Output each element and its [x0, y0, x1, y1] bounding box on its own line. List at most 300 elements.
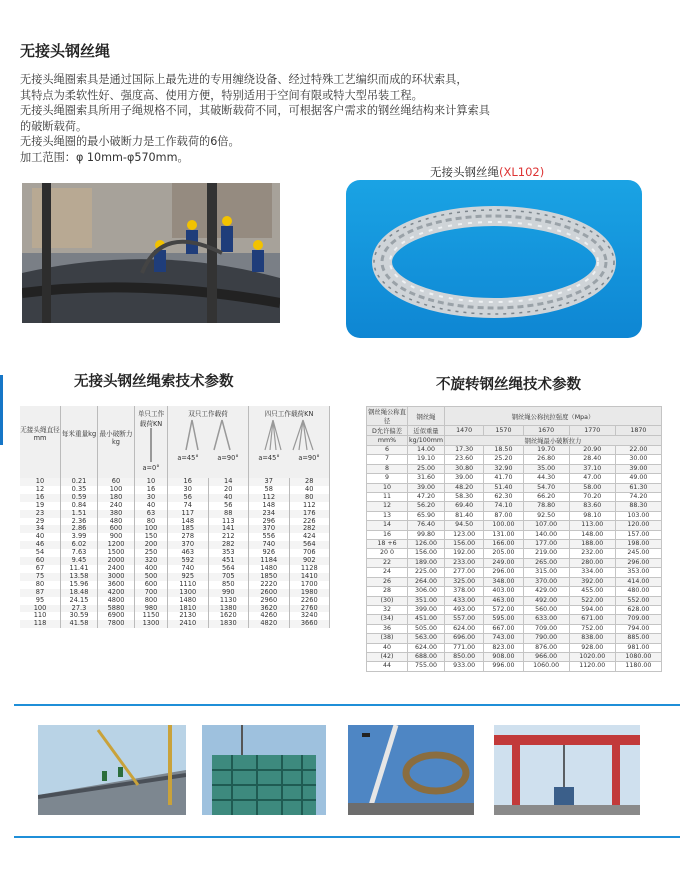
table-cell: 99.80 — [408, 530, 445, 539]
table-cell: 1130 — [208, 597, 249, 605]
table-cell: 39.00 — [445, 474, 484, 483]
table-cell: 353.00 — [615, 568, 661, 577]
table-cell: 47.00 — [569, 474, 615, 483]
steel-structure-photo — [202, 725, 326, 815]
table-cell: 850.00 — [445, 652, 484, 661]
table-cell: 117 — [168, 510, 209, 518]
table-row — [20, 620, 330, 628]
table-row — [367, 464, 662, 473]
table-cell: 113.00 — [569, 521, 615, 530]
table-cell: 22.00 — [615, 446, 661, 455]
table-cell: 10 — [20, 478, 61, 486]
table-cell: 560.00 — [523, 605, 569, 614]
table-cell: 95 — [20, 597, 61, 605]
table-cell: 743.00 — [484, 634, 523, 643]
table-cell: 60 — [98, 478, 135, 486]
product-caption — [430, 164, 544, 180]
table-cell: 87 — [20, 589, 61, 597]
table-cell: 463 — [168, 549, 209, 557]
table-cell: 110 — [20, 612, 61, 620]
table-cell: 198.00 — [615, 540, 661, 549]
workers-photo — [22, 183, 280, 323]
table-cell: 306.00 — [408, 587, 445, 596]
table-cell: 16 — [168, 478, 209, 486]
table-cell: 2600 — [249, 589, 290, 597]
t2-grade-1870: 1870 — [615, 426, 661, 436]
table-cell: 4820 — [249, 620, 290, 628]
table-cell: 176 — [289, 510, 330, 518]
table-cell: 600 — [98, 525, 135, 533]
table-row — [367, 643, 662, 652]
table-cell: 12 — [367, 502, 408, 511]
table-row — [367, 511, 662, 520]
table-cell: 325.00 — [445, 577, 484, 586]
side-accent-bar — [0, 375, 3, 445]
table-cell: 58.30 — [445, 493, 484, 502]
table-cell: 7 — [367, 455, 408, 464]
table-cell: 493.00 — [445, 605, 484, 614]
table-cell: 492.00 — [523, 596, 569, 605]
table-cell: 98.10 — [569, 511, 615, 520]
table-row — [20, 605, 330, 613]
table-cell: 3660 — [289, 620, 330, 628]
table-row — [367, 587, 662, 596]
table-cell: 123.00 — [445, 530, 484, 539]
table-cell: 1020.00 — [569, 652, 615, 661]
table-row — [367, 446, 662, 455]
table-cell: 249.00 — [484, 558, 523, 567]
table-cell: 54.70 — [523, 483, 569, 492]
table-cell: 51.40 — [484, 483, 523, 492]
table-cell: 1184 — [249, 557, 290, 565]
table-cell: 0.35 — [61, 486, 98, 494]
table-row — [367, 605, 662, 614]
table-cell: 80 — [20, 581, 61, 589]
table-cell: 92.50 — [523, 511, 569, 520]
table-cell: 9 — [367, 474, 408, 483]
table-cell: 0.84 — [61, 502, 98, 510]
table-cell: 39.00 — [615, 464, 661, 473]
table-row — [367, 596, 662, 605]
bridge-lift-photo — [38, 725, 186, 815]
table-cell: 1500 — [98, 549, 135, 557]
table-cell: 700 — [135, 589, 168, 597]
table-cell: 240 — [98, 502, 135, 510]
table-cell: 1850 — [249, 573, 290, 581]
table-row — [367, 558, 662, 567]
table-cell: 81.40 — [445, 511, 484, 520]
table-cell: 522.00 — [569, 596, 615, 605]
table-cell: 100 — [135, 525, 168, 533]
col-double-label: 双只工作载荷 — [188, 410, 228, 418]
intro-line: 的破断载荷。 — [20, 119, 88, 133]
t2-h-unit-kg: kg/100mm — [408, 437, 444, 444]
table-cell: 88.30 — [615, 502, 661, 511]
table-cell: 20 — [208, 486, 249, 494]
table-cell: 557.00 — [445, 615, 484, 624]
table-cell: 282 — [208, 541, 249, 549]
table-cell: 70.20 — [569, 493, 615, 502]
table-cell: 41.58 — [61, 620, 98, 628]
col-quad-label: 四只工作载荷KN — [264, 410, 314, 418]
table-cell: 752.00 — [569, 624, 615, 633]
table-cell: 424 — [289, 533, 330, 541]
col-single-label: 单只工作载荷KN — [137, 410, 165, 428]
table2-body — [367, 446, 662, 672]
table-cell: 30 — [135, 494, 168, 502]
table-cell: 709.00 — [615, 615, 661, 624]
table-cell: 1410 — [289, 573, 330, 581]
table-cell: (38) — [367, 634, 408, 643]
table-cell: 667.00 — [484, 624, 523, 633]
table-cell: 320 — [135, 557, 168, 565]
table-cell: 480 — [98, 518, 135, 526]
table-cell: 131.00 — [484, 530, 523, 539]
table-cell: 10 — [367, 483, 408, 492]
table-cell: 1110 — [168, 581, 209, 589]
table-cell: 480.00 — [615, 587, 661, 596]
table-cell: 838.00 — [569, 634, 615, 643]
table-cell: 19 — [20, 502, 61, 510]
table-cell: 1128 — [289, 565, 330, 573]
table-cell: 12 — [20, 486, 61, 494]
table-cell: 18.50 — [484, 446, 523, 455]
table-cell: 13.58 — [61, 573, 98, 581]
table-cell: 74.10 — [484, 502, 523, 511]
table-cell: 4200 — [98, 589, 135, 597]
table-row — [20, 533, 330, 541]
table-cell: 3.99 — [61, 533, 98, 541]
table-cell: 564 — [289, 541, 330, 549]
table-cell: 996.00 — [484, 662, 523, 671]
table-cell: 800 — [135, 597, 168, 605]
t2-h-approx: 近似重量 — [408, 426, 445, 436]
double-leg-icon — [178, 418, 238, 452]
table-cell: 28 — [367, 587, 408, 596]
table-row — [20, 502, 330, 510]
table-cell: 966.00 — [523, 652, 569, 661]
table-row — [20, 597, 330, 605]
table-cell: 5880 — [98, 605, 135, 613]
table-row — [20, 510, 330, 518]
t2-h-strength: 钢丝绳公称抗拉强度（Mpa） — [445, 407, 662, 426]
table-cell: 234 — [249, 510, 290, 518]
table-cell: 688.00 — [408, 652, 445, 661]
table-row — [367, 474, 662, 483]
table-cell: 107.00 — [523, 521, 569, 530]
table-cell: 29 — [20, 518, 61, 526]
table-cell: 219.00 — [523, 549, 569, 558]
table-cell: 40 — [20, 533, 61, 541]
col-diameter: 无接头绳直径mm — [20, 406, 61, 478]
table-cell: 351.00 — [408, 596, 445, 605]
table-cell: 87.00 — [484, 511, 523, 520]
table-cell: 926 — [249, 549, 290, 557]
table-cell: 794.00 — [615, 624, 661, 633]
table-cell: 2220 — [249, 581, 290, 589]
table-cell: 31.60 — [408, 474, 445, 483]
table-cell: 100 — [98, 486, 135, 494]
table-cell: 348.00 — [484, 577, 523, 586]
table-cell: 740 — [168, 565, 209, 573]
table-cell: 264.00 — [408, 577, 445, 586]
table-cell: 69.40 — [445, 502, 484, 511]
table-cell: 62.30 — [484, 493, 523, 502]
top-divider — [14, 704, 680, 706]
table-cell: 282 — [289, 525, 330, 533]
table-cell: 2000 — [98, 557, 135, 565]
table-cell: 2960 — [249, 597, 290, 605]
t2-h-min-break: 钢丝绳最小破断拉力 — [445, 436, 662, 446]
non-rotating-rope-table — [366, 406, 662, 672]
table-cell: 628.00 — [615, 605, 661, 614]
angle-45-label: a=45° — [258, 454, 280, 462]
table-cell: 378.00 — [445, 587, 484, 596]
table-cell: 233.00 — [445, 558, 484, 567]
table-cell: 250 — [135, 549, 168, 557]
table-cell: 928.00 — [569, 643, 615, 652]
table-cell: 7.63 — [61, 549, 98, 557]
intro-line: 加工范围：φ 10mm-φ570mm。 — [20, 150, 189, 164]
table-cell: 30.00 — [615, 455, 661, 464]
table-cell: 24.15 — [61, 597, 98, 605]
col-quad — [249, 406, 330, 478]
table-cell: 11 — [367, 493, 408, 502]
table-cell: 933.00 — [445, 662, 484, 671]
table-cell: 552.00 — [615, 596, 661, 605]
table-cell: 100 — [20, 605, 61, 613]
table-cell: 414.00 — [615, 577, 661, 586]
table-cell: 226 — [289, 518, 330, 526]
single-leg-icon — [144, 428, 158, 462]
table-cell: 148 — [249, 502, 290, 510]
table-cell: 296.00 — [615, 558, 661, 567]
t2-h-diameter: 钢丝绳公称直径 — [367, 407, 408, 426]
table-cell: 790.00 — [523, 634, 569, 643]
table-cell: 2.86 — [61, 525, 98, 533]
table-cell: 981.00 — [615, 643, 661, 652]
intro-line: 无接头绳圈索具所用子绳规格不同，其破断载荷不同，可根据客户需求的钢丝绳结构来计算索具 — [20, 104, 490, 118]
table-cell: 83.60 — [569, 502, 615, 511]
table-cell: 353 — [208, 549, 249, 557]
table-row — [20, 486, 330, 494]
table-cell: 63 — [135, 510, 168, 518]
table-row — [367, 549, 662, 558]
table-cell: 44 — [367, 662, 408, 671]
table-cell: 624.00 — [408, 643, 445, 652]
angle-0-label: a=0° — [142, 464, 160, 472]
angle-90-label: a=90° — [298, 454, 320, 462]
table-cell: 15.96 — [61, 581, 98, 589]
table-cell: 1480 — [168, 597, 209, 605]
table-cell: 25.00 — [408, 464, 445, 473]
table-cell: 58 — [249, 486, 290, 494]
table-cell: 23.60 — [445, 455, 484, 464]
table-cell: 16 — [20, 494, 61, 502]
table-cell: 885.00 — [615, 634, 661, 643]
table-cell: 41.70 — [484, 474, 523, 483]
table-cell: 26 — [367, 577, 408, 586]
table-cell: 37.10 — [569, 464, 615, 473]
table-row — [20, 549, 330, 557]
table-cell: 148.00 — [569, 530, 615, 539]
table-cell: 30.80 — [445, 464, 484, 473]
table-row — [20, 478, 330, 486]
table-cell: 40 — [367, 643, 408, 652]
table-cell: 925 — [168, 573, 209, 581]
table-cell: 3000 — [98, 573, 135, 581]
table-cell: 399.00 — [408, 605, 445, 614]
table-cell: 706 — [289, 549, 330, 557]
table-row — [367, 624, 662, 633]
table-cell: 35.00 — [523, 464, 569, 473]
table-cell: 185 — [168, 525, 209, 533]
table-cell: 6.02 — [61, 541, 98, 549]
table-cell: 24 — [367, 568, 408, 577]
table-cell: 80 — [135, 518, 168, 526]
table-cell: 370 — [168, 541, 209, 549]
table-cell: 232.00 — [569, 549, 615, 558]
t2-h-d-allow: D允许偏差 — [367, 426, 408, 436]
table-row — [367, 455, 662, 464]
endless-sling-spec-table — [20, 406, 330, 628]
table-cell: 112 — [289, 502, 330, 510]
col-weight: 每米重量kg — [61, 406, 98, 478]
table-cell: 56 — [168, 494, 209, 502]
table-cell: 755.00 — [408, 662, 445, 671]
table-cell: 14 — [367, 521, 408, 530]
table-cell: 103.00 — [615, 511, 661, 520]
table-cell: 18 +6 — [367, 540, 408, 549]
table-cell: 74 — [168, 502, 209, 510]
t2-h-unit-mm: mm% — [367, 436, 408, 446]
table-cell: 36 — [367, 624, 408, 633]
table-cell: 9.45 — [61, 557, 98, 565]
table-cell: (34) — [367, 615, 408, 624]
table-cell: 6 — [367, 446, 408, 455]
table-cell: 27.3 — [61, 605, 98, 613]
table-cell: 46 — [20, 541, 61, 549]
table-cell: 463.00 — [484, 596, 523, 605]
col-double — [168, 406, 249, 478]
table-cell: 370 — [249, 525, 290, 533]
table-cell: 500 — [135, 573, 168, 581]
table-cell: 56 — [208, 502, 249, 510]
table-cell: 2130 — [168, 612, 209, 620]
table-cell: 400 — [135, 565, 168, 573]
table-cell: 296.00 — [484, 568, 523, 577]
table-cell: 112 — [249, 494, 290, 502]
table-cell: 876.00 — [523, 643, 569, 652]
table-cell: 3240 — [289, 612, 330, 620]
table-cell: 205.00 — [484, 549, 523, 558]
table-cell: 100.00 — [484, 521, 523, 530]
table-cell: 78.80 — [523, 502, 569, 511]
table-row — [367, 530, 662, 539]
table-row — [20, 525, 330, 533]
table-cell: 595.00 — [484, 615, 523, 624]
col-single — [135, 406, 168, 478]
table-cell: 141 — [208, 525, 249, 533]
table-cell: 1300 — [168, 589, 209, 597]
table-cell: 58.00 — [569, 483, 615, 492]
table-row — [20, 557, 330, 565]
table-cell: 705 — [208, 573, 249, 581]
table-cell: 65.90 — [408, 511, 445, 520]
table-row — [20, 573, 330, 581]
table-cell: 26.80 — [523, 455, 569, 464]
intro-line: 无接头绳圈索具是通过国际上最先进的专用缠绕设备、经过特殊工艺编织而成的环状索具， — [20, 73, 468, 86]
table-cell: 1120.00 — [569, 662, 615, 671]
table2-heading: 不旋转钢丝绳技术参数 — [436, 377, 581, 393]
table-cell: 1.51 — [61, 510, 98, 518]
table-cell: 3600 — [98, 581, 135, 589]
table-cell: 4800 — [98, 597, 135, 605]
table-cell: 403.00 — [484, 587, 523, 596]
table-cell: 451 — [208, 557, 249, 565]
table-cell: 40 — [135, 502, 168, 510]
table-cell: 1810 — [168, 605, 209, 613]
table-cell: 22 — [367, 558, 408, 567]
table-cell: 370.00 — [523, 577, 569, 586]
table-cell: 18.48 — [61, 589, 98, 597]
table-cell: 16 — [367, 530, 408, 539]
table-cell: 150 — [135, 533, 168, 541]
table-cell: 600 — [135, 581, 168, 589]
table-cell: 30.59 — [61, 612, 98, 620]
table-cell: 17.30 — [445, 446, 484, 455]
table-row — [20, 518, 330, 526]
table-cell: 556 — [249, 533, 290, 541]
table-cell: 14.00 — [408, 446, 445, 455]
table-cell: 823.00 — [484, 643, 523, 652]
table-row — [367, 521, 662, 530]
table-cell: 980 — [135, 605, 168, 613]
table-cell: 80 — [289, 494, 330, 502]
table-cell: 44.30 — [523, 474, 569, 483]
table-cell: 594.00 — [569, 605, 615, 614]
table-cell: 49.00 — [615, 474, 661, 483]
endless-sling-image — [346, 180, 642, 338]
table-cell: 451.00 — [408, 615, 445, 624]
angle-90-label: a=90° — [217, 454, 239, 462]
table-cell: 126.00 — [408, 540, 445, 549]
table-cell: 1180.00 — [615, 662, 661, 671]
table-cell: 990 — [208, 589, 249, 597]
table-row — [20, 581, 330, 589]
table-cell: 696.00 — [445, 634, 484, 643]
table1-heading: 无接头钢丝绳索技术参数 — [74, 374, 234, 390]
table-cell: 13 — [367, 511, 408, 520]
intro-line: 其特点为柔软性好、强度高、使用方便，特别适用于空间有限或特大型吊装工程。 — [20, 88, 423, 102]
table-cell: 1980 — [289, 589, 330, 597]
table-cell: 212 — [208, 533, 249, 541]
table-cell: 740 — [249, 541, 290, 549]
table-cell: 265.00 — [523, 558, 569, 567]
table-cell: 10 — [135, 478, 168, 486]
table-cell: 120.00 — [615, 521, 661, 530]
table-cell: 334.00 — [569, 568, 615, 577]
table-cell: 166.00 — [484, 540, 523, 549]
table-cell: 1830 — [208, 620, 249, 628]
table-cell: 709.00 — [523, 624, 569, 633]
table-cell: 157.00 — [615, 530, 661, 539]
col-break: 最小破断力kg — [98, 406, 135, 478]
table-cell: 148 — [168, 518, 209, 526]
table-cell: 1080.00 — [615, 652, 661, 661]
t2-grade-1570: 1570 — [484, 426, 523, 436]
table-row — [367, 493, 662, 502]
